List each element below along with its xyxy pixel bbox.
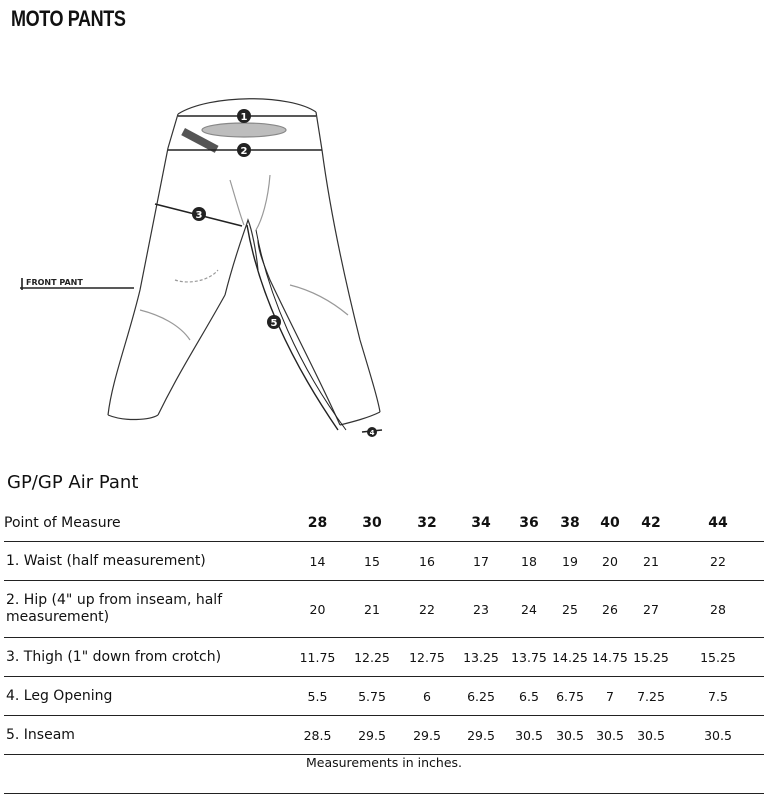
table-cell: 28: [672, 581, 764, 638]
table-cell: 24: [508, 581, 550, 638]
size-header: 40: [600, 515, 620, 531]
table-cell: 30.5: [590, 716, 630, 755]
size-header: 44: [708, 515, 728, 531]
size-header: 28: [307, 515, 328, 531]
table-cell: 29.5: [344, 716, 400, 755]
table-cell: 30.5: [550, 716, 590, 755]
table-cell: 27: [630, 581, 672, 638]
table-cell: 15.25: [630, 638, 672, 677]
table-cell: 16: [400, 542, 454, 581]
marker-3: 3: [195, 210, 203, 221]
table-cell: 14: [291, 542, 344, 581]
table-cell: 22: [672, 542, 764, 581]
size-chart-table: [4, 505, 764, 794]
row-label: 5. Inseam: [4, 716, 291, 755]
marker-2: 2: [240, 146, 248, 157]
size-header: 38: [560, 515, 580, 531]
table-row-waist: [4, 542, 764, 581]
table-cell: 13.25: [454, 638, 508, 677]
row-label: 2. Hip (4" up from inseam, half measurement): [4, 581, 291, 638]
table-cell: 11.75: [291, 638, 344, 677]
marker-1: 1: [240, 112, 248, 123]
front-pant-label: FRONT PANT: [26, 278, 83, 287]
row-label: 3. Thigh (1" down from crotch): [4, 638, 291, 677]
table-cell: 20: [590, 542, 630, 581]
table-cell: 5.5: [291, 677, 344, 716]
table-cell: 17: [454, 542, 508, 581]
table-cell: 23: [454, 581, 508, 638]
table-cell: 18: [508, 542, 550, 581]
table-cell: 19: [550, 542, 590, 581]
pants-diagram: [0, 80, 420, 450]
row-label: 4. Leg Opening: [4, 677, 291, 716]
table-cell: 25: [550, 581, 590, 638]
size-header: 34: [471, 515, 491, 531]
table-cell: 6.25: [454, 677, 508, 716]
table-cell: 7: [590, 677, 630, 716]
table-cell: 21: [630, 542, 672, 581]
table-cell: 30.5: [630, 716, 672, 755]
table-cell: 26: [590, 581, 630, 638]
table-row-thigh: [4, 638, 764, 677]
table-cell: 6.75: [550, 677, 590, 716]
table-cell: 7.5: [672, 677, 764, 716]
table-cell: 5.75: [344, 677, 400, 716]
table-cell: 14.25: [550, 638, 590, 677]
size-header: 36: [519, 515, 539, 531]
table-cell: 28.5: [291, 716, 344, 755]
row-label: 1. Waist (half measurement): [4, 542, 291, 581]
table-cell: 20: [291, 581, 344, 638]
footnote-row: [4, 755, 764, 794]
table-cell: 15.25: [672, 638, 764, 677]
header-row: [4, 505, 764, 542]
table-cell: 6.5: [508, 677, 550, 716]
table-cell: 22: [400, 581, 454, 638]
header-point-of-measure: Point of Measure: [4, 515, 121, 531]
table-cell: 12.75: [400, 638, 454, 677]
table-cell: 6: [400, 677, 454, 716]
table-row-inseam: [4, 716, 764, 755]
table-cell: 30.5: [508, 716, 550, 755]
table-cell: 21: [344, 581, 400, 638]
table-cell: 29.5: [400, 716, 454, 755]
size-header: 32: [417, 515, 437, 531]
table-cell: 14.75: [590, 638, 630, 677]
footnote: Measurements in inches.: [4, 755, 764, 794]
table-cell: 29.5: [454, 716, 508, 755]
table-cell: 30.5: [672, 716, 764, 755]
marker-5: 5: [270, 318, 278, 329]
table-row-leg-opening: [4, 677, 764, 716]
table-row-hip: [4, 581, 764, 638]
size-header: 42: [641, 515, 661, 531]
table-cell: 12.25: [344, 638, 400, 677]
table-cell: 13.75: [508, 638, 550, 677]
size-header: 30: [362, 515, 382, 531]
page-title: MOTO PANTS: [11, 6, 126, 31]
table-cell: 7.25: [630, 677, 672, 716]
marker-4: 4: [369, 429, 375, 437]
table-cell: 15: [344, 542, 400, 581]
table-title: GP/GP Air Pant: [7, 472, 139, 493]
